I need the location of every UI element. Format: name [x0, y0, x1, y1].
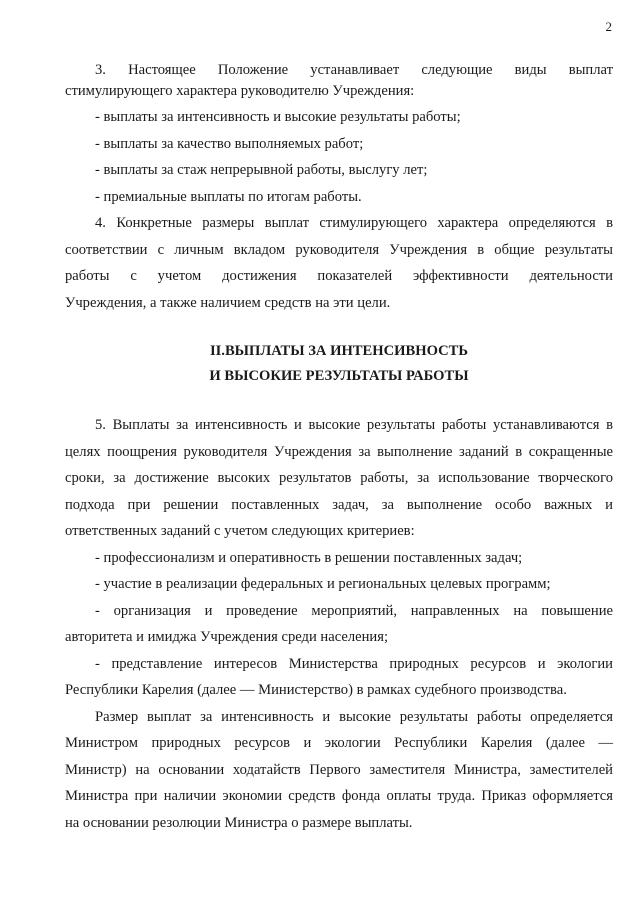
list-item: - премиальные выплаты по итогам работы.: [95, 188, 362, 205]
paragraph-3: [65, 60, 613, 207]
paragraph-6-line-5: на основании резолюции Министра о размере выплаты.: [65, 814, 413, 831]
paragraph-5-line-2: целях поощрения руководителя Учреждения за выполнение заданий в сокращенные: [65, 443, 613, 460]
paragraph-6-line-3: Министр) на основании ходатайств Первого заместителя Министра, заместителей: [65, 761, 613, 778]
page-number: 2: [605, 19, 612, 34]
paragraph-4-line-4: Учреждения, а также наличием средств на эти цели.: [65, 294, 391, 311]
list-item-line-1: - организация и проведение мероприятий, направленных на повышение: [95, 602, 613, 619]
paragraph-4-line-3: работы с учетом достижения показателей эффективности деятельности: [65, 268, 613, 284]
list-item: - профессионализм и оперативность в решении поставленных задач;: [95, 549, 523, 566]
list-item-line-1: - представление интересов Министерства природных ресурсов и экологии: [95, 655, 613, 672]
paragraph-4: [65, 213, 613, 313]
list-item: - выплаты за качество выполняемых работ;: [95, 135, 364, 152]
section-title-line-2: И ВЫСОКИЕ РЕЗУЛЬТАТЫ РАБОТЫ: [209, 368, 469, 384]
paragraph-5-line-1: 5. Выплаты за интенсивность и высокие результаты работы устанавливаются в: [95, 417, 613, 433]
paragraph-4-line-1: 4. Конкретные размеры выплат стимулирующего характера определяются в: [95, 215, 613, 231]
section-heading: [65, 339, 613, 389]
paragraph-6: [65, 707, 613, 834]
list-item-line-2: авторитета и имиджа Учреждения среди населения;: [65, 629, 389, 645]
list-item-line-2: Республики Карелия (далее — Министерство) в рамках судебного производства.: [65, 682, 567, 698]
paragraph-6-line-2: Министром природных ресурсов и экологии Республики Карелия (далее —: [65, 735, 613, 751]
paragraph-3-line-1: 3. Настоящее Положение устанавливает следующие виды выплат: [95, 62, 613, 78]
paragraph-6-line-4: Министра при наличии экономии средств фонда оплаты труда. Приказ оформляется: [65, 788, 613, 804]
paragraph-3-line-2: стимулирующего характера руководителю Учреждения:: [65, 82, 415, 99]
list-item: - участие в реализации федеральных и региональных целевых программ;: [95, 576, 551, 592]
paragraph-5-line-3: сроки, за достижение высоких результатов работы, за использование творческого: [65, 470, 613, 486]
paragraph-5-line-4: подхода при решении поставленных задач, за выполнение особо важных и: [65, 496, 613, 513]
section-title-line-1: II.ВЫПЛАТЫ ЗА ИНТЕНСИВНОСТЬ: [209, 343, 469, 359]
paragraph-5-line-5: ответственных заданий с учетом следующих критериев:: [65, 523, 415, 539]
paragraph-6-line-1: Размер выплат за интенсивность и высокие результаты работы определяется: [95, 708, 613, 725]
document-body: [65, 60, 613, 839]
list-item: - выплаты за интенсивность и высокие результаты работы;: [95, 109, 461, 125]
list-item: - выплаты за стаж непрерывной работы, выслугу лет;: [95, 162, 428, 178]
paragraph-5: [65, 415, 613, 701]
paragraph-4-line-2: соответствии с личным вкладом руководителя Учреждения в общие результаты: [65, 241, 613, 258]
